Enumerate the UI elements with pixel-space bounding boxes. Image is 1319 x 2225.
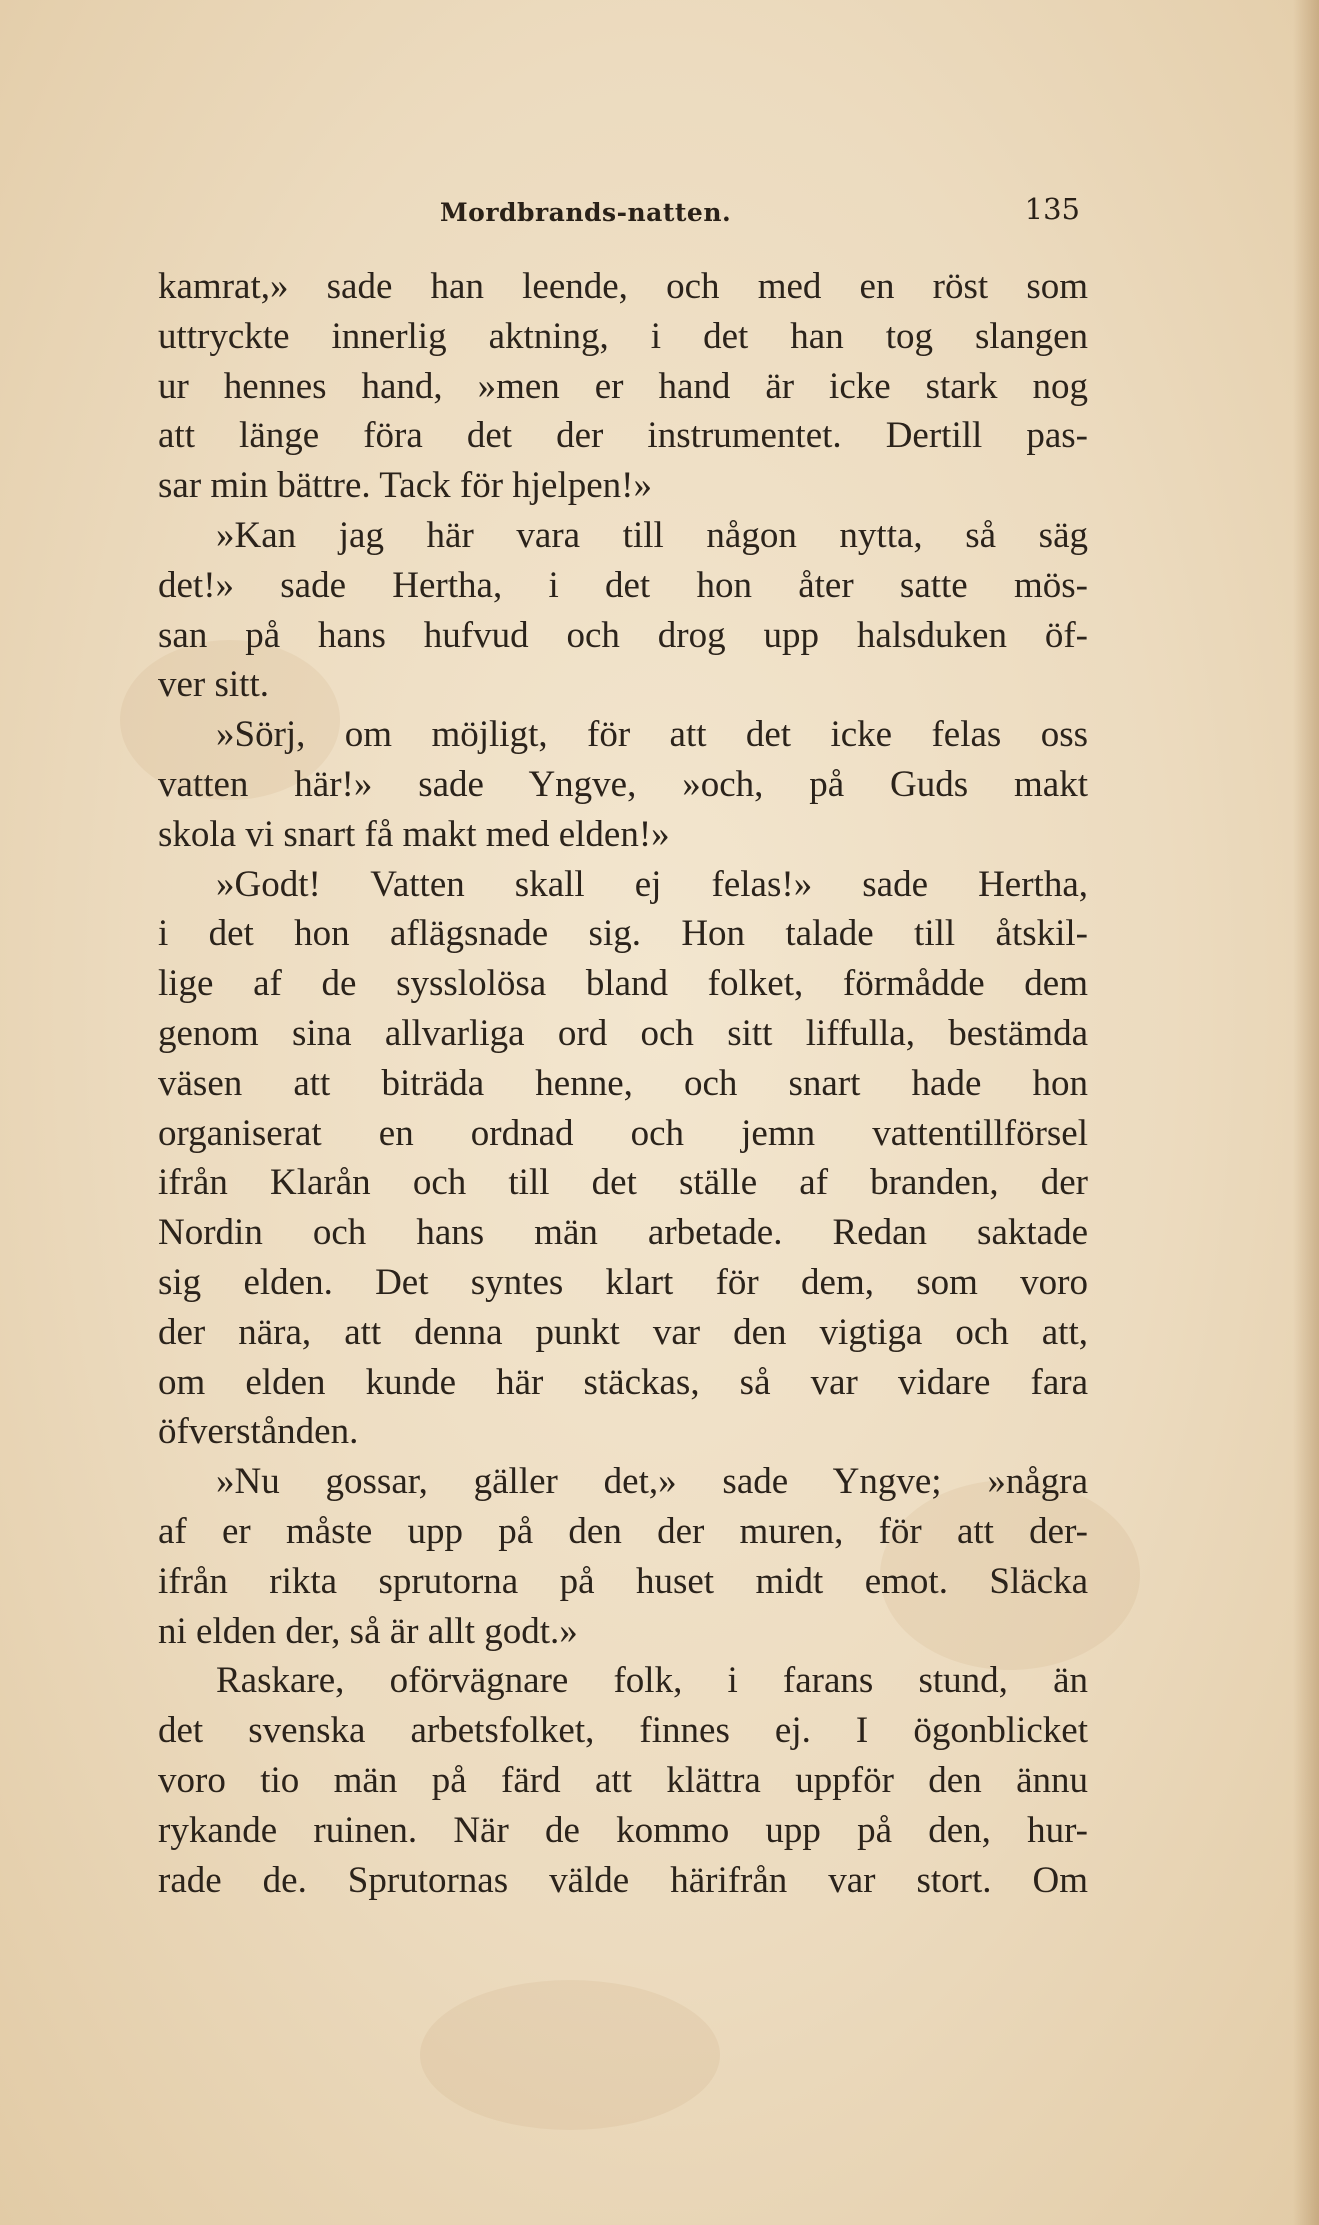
text-line: väsen att biträda henne, och snart hade hon bbox=[158, 1062, 1088, 1104]
text-line: ni elden der, så är allt godt.» bbox=[158, 1610, 578, 1652]
text-line: organiserat en ordnad och jemn vattentillförsel bbox=[158, 1112, 1088, 1154]
page-number: 135 bbox=[1024, 192, 1080, 226]
page-header bbox=[160, 192, 1080, 232]
text-line: uttryckte innerlig aktning, i det han tog slangen bbox=[158, 315, 1088, 357]
text-line: öfverstånden. bbox=[158, 1411, 359, 1453]
text-line: genom sina allvarliga ord och sitt liffulla, bestämda bbox=[158, 1012, 1088, 1054]
text-line: ur hennes hand, »men er hand är icke stark nog bbox=[158, 365, 1088, 407]
text-line: att länge föra det der instrumentet. Dertill pas- bbox=[158, 415, 1088, 457]
text-line: rade de. Sprutornas välde härifrån var stort. Om bbox=[158, 1859, 1088, 1901]
text-line: af er måste upp på den der muren, för att der- bbox=[158, 1510, 1088, 1552]
text-line: lige af de sysslolösa bland folket, förmådde dem bbox=[158, 963, 1088, 1005]
text-line: »Sörj, om möjligt, för att det icke felas oss bbox=[216, 714, 1088, 756]
text-line: kamrat,» sade han leende, och med en röst som bbox=[158, 266, 1088, 307]
text-line: »Godt! Vatten skall ej felas!» sade Hertha, bbox=[216, 863, 1088, 905]
text-line: vatten här!» sade Yngve, »och, på Guds makt bbox=[158, 763, 1088, 805]
text-line: voro tio män på färd att klättra uppför den ännu bbox=[158, 1759, 1088, 1801]
running-title: Mordbrands-natten. bbox=[440, 198, 732, 227]
text-line: Raskare, oförvägnare folk, i farans stund, än bbox=[216, 1660, 1088, 1702]
text-line: rykande ruinen. När de kommo upp på den, hur- bbox=[158, 1809, 1088, 1851]
text-line: i det hon aflägsnade sig. Hon talade till åtskil- bbox=[158, 913, 1088, 955]
text-line: skola vi snart få makt med elden!» bbox=[158, 813, 670, 855]
body-text bbox=[158, 262, 1088, 1905]
text-line: »Nu gossar, gäller det,» sade Yngve; »några bbox=[216, 1461, 1088, 1503]
text-line: sig elden. Det syntes klart för dem, som voro bbox=[158, 1261, 1088, 1303]
text-line: ver sitt. bbox=[158, 664, 269, 706]
text-line: »Kan jag här vara till någon nytta, så säg bbox=[216, 514, 1088, 556]
text-line: der nära, att denna punkt var den vigtiga och att, bbox=[158, 1311, 1088, 1353]
text-line: om elden kunde här stäckas, så var vidare fara bbox=[158, 1361, 1088, 1403]
text-line: ifrån rikta sprutorna på huset midt emot. Släcka bbox=[158, 1560, 1088, 1602]
text-line: sar min bättre. Tack för hjelpen!» bbox=[158, 465, 652, 507]
text-line: ifrån Klarån och till det ställe af branden, der bbox=[158, 1162, 1088, 1204]
text-line: Nordin och hans män arbetade. Redan saktade bbox=[158, 1212, 1088, 1254]
text-line: san på hans hufvud och drog upp halsduken öf- bbox=[158, 614, 1088, 656]
text-line: det!» sade Hertha, i det hon åter satte mös- bbox=[158, 564, 1088, 606]
paper-stain bbox=[420, 1980, 720, 2130]
text-line: det svenska arbetsfolket, finnes ej. I ögonblicket bbox=[158, 1710, 1088, 1752]
